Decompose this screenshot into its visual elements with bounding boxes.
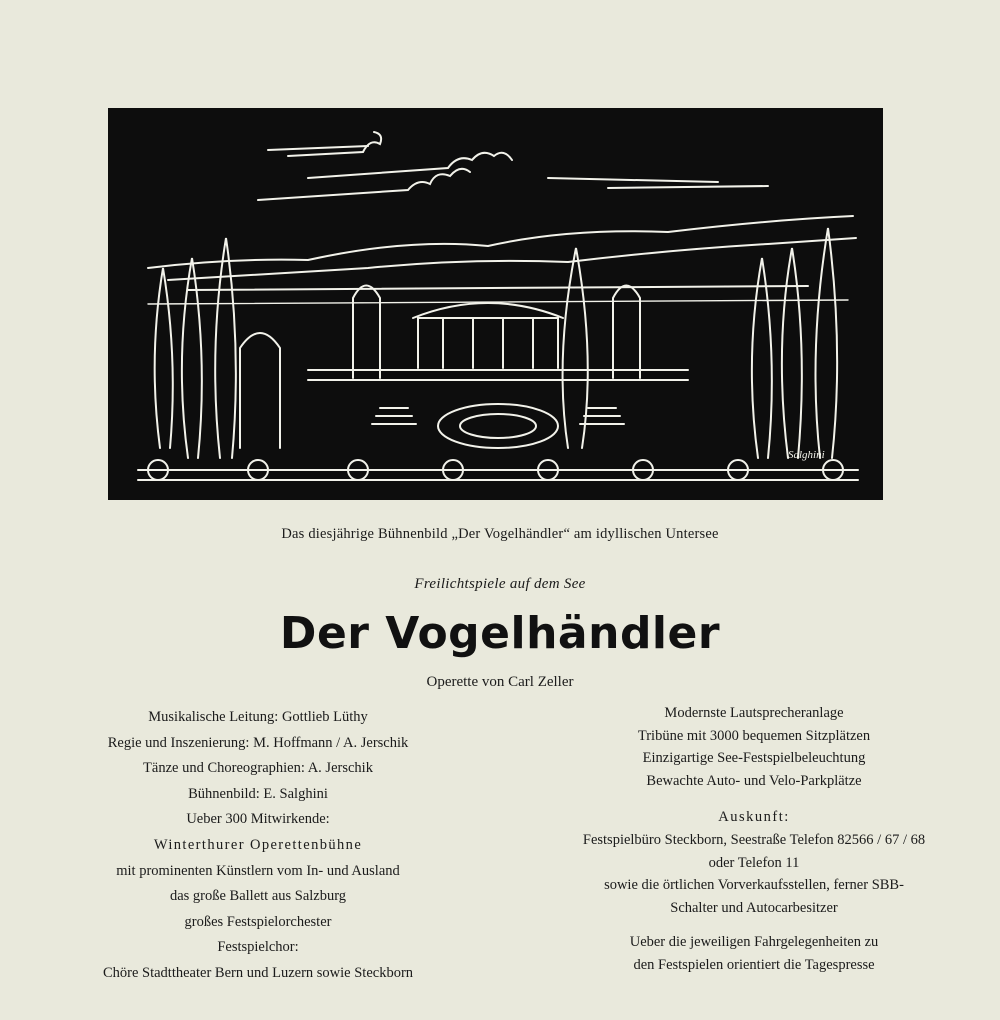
event-kicker: Freilichtspiele auf dem See bbox=[414, 576, 586, 592]
stage-set-artwork bbox=[108, 108, 883, 500]
artist-signature: Salghini bbox=[788, 449, 825, 461]
credit-line: Regie und Inszenierung: M. Hoffmann / A. Jerschik bbox=[107, 734, 409, 751]
credit-line: Tänze und Choreographien: A. Jerschik bbox=[143, 760, 373, 777]
info-line: sowie die örtlichen Vorverkaufsstellen, ferner SBB- bbox=[604, 877, 904, 894]
credit-line: großes Festspielorchester bbox=[184, 913, 332, 930]
info-line: Festspielbüro Steckborn, Seestraße Telefon 82566 / 67 / 68 bbox=[582, 831, 926, 848]
credit-line: Musikalische Leitung: Gottlieb Lüthy bbox=[148, 709, 368, 725]
image-caption: Das diesjährige Bühnenbild „Der Vogelhändler“ am idyllischen Untersee bbox=[281, 526, 719, 542]
credit-line: Festspielchor: bbox=[217, 939, 299, 956]
transport-line: Ueber die jeweiligen Fahrgelegenheiten zu bbox=[629, 934, 879, 951]
credits-column bbox=[48, 705, 468, 987]
credit-line: Ueber 300 Mitwirkende: bbox=[186, 811, 330, 828]
credit-line: Bühnenbild: E. Salghini bbox=[188, 785, 328, 802]
page-title: Der Vogelhändler bbox=[279, 608, 721, 659]
info-line: Schalter und Autocarbesitzer bbox=[670, 899, 838, 916]
credit-line: Chöre Stadttheater Bern und Luzern sowie Steckborn bbox=[102, 964, 414, 981]
feature-line: Modernste Lautsprecheranlage bbox=[664, 705, 844, 721]
feature-line: Bewachte Auto- und Velo-Parkplätze bbox=[646, 772, 862, 789]
stage-set-illustration bbox=[108, 108, 883, 500]
feature-line: Tribüne mit 3000 bequemen Sitzplätzen bbox=[637, 727, 871, 744]
transport-line: den Festspielen orientiert die Tagespresse bbox=[633, 956, 875, 973]
feature-line: Einzigartige See-Festspielbeleuchtung bbox=[642, 750, 866, 767]
info-heading: Auskunft: bbox=[718, 809, 790, 826]
credit-line: Winterthurer Operettenbühne bbox=[153, 836, 363, 853]
credit-line: mit prominenten Künstlern vom In- und Ausland bbox=[116, 862, 400, 879]
info-column bbox=[548, 702, 960, 977]
credit-line: das große Ballett aus Salzburg bbox=[169, 888, 347, 905]
operetta-subtitle: Operette von Carl Zeller bbox=[426, 674, 574, 690]
info-line: oder Telefon 11 bbox=[708, 854, 800, 871]
